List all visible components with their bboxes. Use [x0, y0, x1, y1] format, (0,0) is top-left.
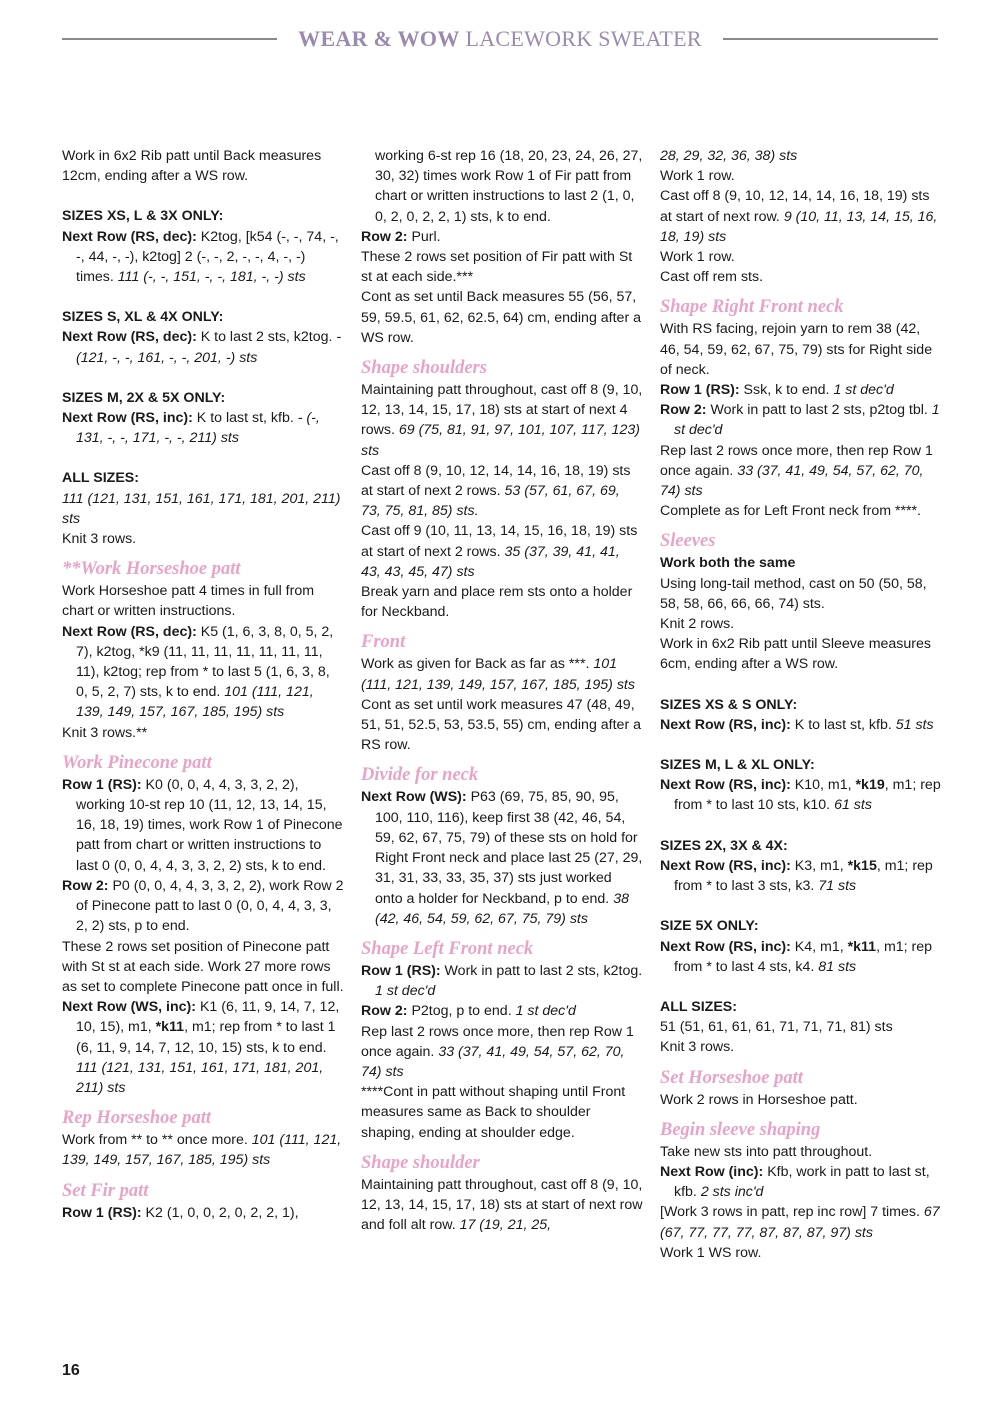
page-header	[62, 24, 938, 54]
paragraph	[660, 1243, 942, 1263]
paragraph	[660, 634, 942, 674]
paragraph	[62, 307, 344, 327]
instruction-row	[660, 715, 942, 735]
paragraph	[361, 1175, 643, 1236]
paragraph	[62, 388, 344, 408]
bold-text: Row 1 (RS):	[361, 962, 445, 979]
bold-text: SIZES S, XL & 4X ONLY:	[62, 309, 224, 326]
text-run: K0 (0, 0, 4, 4, 3, 3, 2, 2), working 10-st rep 10 (11, 12, 13, 14, 15, 16, 18, 19) times, work Row 1 of Pinecone patt from chart or written instructions to last 0 (0, 0, 4, 4, 3, 3, 2, 2) sts, k to end.	[76, 776, 343, 874]
section-heading: Shape shoulder	[361, 1152, 480, 1173]
text-run: Work in patt to last 2 sts, k2tog.	[444, 962, 643, 979]
text-run: Break yarn and place rem sts onto a holder for Neckband.	[361, 584, 633, 621]
bold-text: SIZES M, L & XL ONLY:	[660, 757, 815, 774]
italic-text: 61 sts	[834, 797, 872, 814]
paragraph-spacer	[660, 977, 942, 997]
text-run: Work in 6x2 Rib patt until Sleeve measures 6cm, ending after a WS row.	[660, 636, 932, 673]
instruction-row	[62, 775, 344, 876]
text-run: Cont as set until Back measures 55 (56, 57, 59, 59.5, 61, 62, 62.5, 64) cm, ending after a WS row.	[361, 289, 641, 346]
instruction-row	[660, 856, 942, 896]
italic-text: 71 sts	[818, 878, 857, 895]
italic-text: 101 (111, 121, 139, 149, 157, 167, 185, 195) sts	[76, 684, 314, 721]
text-column-2	[361, 146, 643, 1235]
paragraph	[660, 574, 942, 614]
paragraph	[660, 267, 942, 287]
italic-text: 1 st dec'd	[833, 382, 894, 399]
bold-text: Row 2:	[361, 1003, 412, 1020]
paragraph	[660, 186, 942, 247]
bold-text: Row 1 (RS):	[660, 382, 744, 399]
italic-text: 53 (57, 61, 67, 69, 73, 75, 81, 85) sts.	[361, 483, 620, 520]
text-run: K10, m1,	[794, 777, 856, 794]
text-run: Maintaining patt throughout, cast off 8 (9, 10, 12, 13, 14, 15, 17, 18) sts at start of next row and foll alt row.	[361, 1176, 643, 1234]
paragraph	[361, 227, 643, 247]
paragraph	[660, 755, 942, 775]
paragraph	[62, 937, 344, 998]
paragraph	[660, 695, 942, 715]
section-heading: Set Horseshoe patt	[660, 1067, 803, 1088]
section-heading: Work Pinecone patt	[62, 752, 212, 773]
bold-text: Row 2:	[660, 402, 711, 419]
paragraph-spacer	[660, 735, 942, 755]
text-run: , m1; rep from * to last 3 sts, k3.	[674, 857, 933, 895]
bold-text: Next Row (WS, inc):	[62, 999, 200, 1016]
paragraph-spacer	[660, 675, 942, 695]
text-run: [Work 3 rows in patt, rep inc row] 7 times.	[660, 1204, 924, 1221]
paragraph	[361, 287, 643, 348]
paragraph-spacer	[62, 287, 344, 307]
text-run: K5 (1, 6, 3, 8, 0, 5, 2, 7), k2tog, *k9 (11, 11, 11, 11, 11, 11, 11, 11), k2tog; rep from * to last 5 (1, 6, 3, 8, 0, 5, 2, 7) sts, k to end.	[76, 623, 334, 701]
text-run: These 2 rows set position of Pinecone patt with St st at each side. Work 27 more rows as set to complete Pinecone patt once in full.	[62, 938, 344, 995]
section-heading: Shape Right Front neck	[660, 297, 844, 318]
bold-text: Next Row (RS, inc):	[660, 938, 795, 955]
bold-text: *k11	[155, 1019, 185, 1036]
bold-text: *k19	[855, 777, 885, 794]
bold-text: *k11	[847, 938, 877, 955]
text-run: K2tog, [k54 (-, -, 74, -, -, 44, -, -), k2tog] 2 (-, -, 2, -, -, 4, -, -) times.	[76, 228, 339, 286]
instruction-row	[660, 400, 942, 440]
text-run: K1 (6, 11, 9, 14, 7, 12, 10, 15), m1,	[76, 999, 340, 1036]
section-heading: Shape Left Front neck	[361, 938, 534, 959]
paragraph	[660, 166, 942, 186]
bold-text: Work both the same	[660, 555, 796, 572]
section-heading: **Work Horseshoe patt	[62, 559, 241, 580]
paragraph	[361, 1001, 643, 1021]
italic-text: 28, 29, 32, 36, 38) sts	[660, 148, 798, 164]
bold-text: Next Row (RS, inc):	[62, 410, 197, 427]
paragraph	[62, 581, 344, 621]
bold-text: Next Row (RS, dec):	[62, 228, 201, 245]
italic-text: 1 st dec'd	[375, 983, 436, 1000]
text-run: K4, m1,	[794, 938, 848, 955]
section-heading: Begin sleeve shaping	[660, 1119, 821, 1140]
text-run: 51 (51, 61, 61, 61, 71, 71, 71, 81) sts	[660, 1019, 893, 1036]
text-run: Work Horseshoe patt 4 times in full from chart or written instructions.	[62, 583, 315, 620]
paragraph	[660, 146, 942, 166]
paragraph	[62, 529, 344, 549]
text-run: K to last 2 sts, k2tog.	[200, 329, 337, 346]
instruction-row	[62, 327, 344, 367]
text-run: Rep last 2 rows once more, then rep Row 1 once again.	[660, 442, 933, 479]
paragraph-spacer	[660, 816, 942, 836]
paragraph	[660, 614, 942, 634]
paragraph	[660, 1017, 942, 1037]
text-column-1	[62, 146, 344, 1223]
italic-text: 111 (121, 131, 151, 161, 171, 181, 201, 211) sts	[62, 490, 341, 527]
instruction-row	[62, 876, 344, 937]
text-run: Rep last 2 rows once more, then rep Row 1 once again.	[361, 1023, 634, 1060]
paragraph	[660, 836, 942, 856]
paragraph	[361, 461, 643, 522]
italic-text: 101 (111, 121, 139, 149, 157, 167, 185, 195) sts	[361, 656, 635, 693]
paragraph	[62, 489, 344, 529]
text-run: , m1; rep from * to last 4 sts, k4.	[674, 938, 933, 975]
text-run: Purl.	[411, 228, 441, 245]
italic-text: 81 sts	[818, 958, 857, 975]
paragraph	[361, 380, 643, 461]
italic-text: 51 sts	[895, 716, 934, 733]
bold-text: SIZE 5X ONLY:	[660, 918, 759, 935]
italic-text: 33 (37, 41, 49, 54, 57, 62, 70, 74) sts	[660, 462, 924, 500]
paragraph	[660, 1090, 942, 1110]
instruction-row	[62, 622, 344, 723]
text-run: Kfb, work in patt to last st, kfb.	[674, 1163, 930, 1201]
paragraph	[62, 723, 344, 743]
text-run: Complete as for Left Front neck from ****.	[660, 503, 922, 520]
bold-text: ALL SIZES:	[660, 998, 737, 1015]
text-run: P63 (69, 75, 85, 90, 95, 100, 110, 116), keep first 38 (42, 46, 54, 59, 62, 67, 75, 79) of these sts on hold for Right Front neck and place last 25 (27, 29, 31, 31, 33, 33, 35, 37) sts just worked onto a holder for Neckband, p to end.	[375, 789, 643, 907]
text-run: K to last st, kfb.	[794, 716, 896, 733]
paragraph-spacer	[62, 368, 344, 388]
section-heading: Rep Horseshoe patt	[62, 1108, 212, 1129]
instruction-row	[660, 1162, 942, 1202]
paragraph	[361, 146, 643, 227]
instruction-row	[62, 997, 344, 1098]
paragraph	[660, 247, 942, 267]
text-run: P0 (0, 0, 4, 4, 3, 3, 2, 2), work Row 2 of Pinecone patt to last 0 (0, 0, 4, 4, 3, 3, 2, 2) sts, p to end.	[76, 877, 344, 935]
bold-text: Row 2:	[361, 228, 412, 245]
paragraph	[361, 695, 643, 756]
text-run: P2tog, p to end.	[411, 1003, 516, 1020]
text-run: Knit 3 rows.**	[62, 724, 148, 741]
header-rule-right	[723, 38, 938, 40]
text-run: Work 1 WS row.	[660, 1244, 762, 1261]
section-heading: Divide for neck	[361, 765, 479, 786]
paragraph	[660, 1142, 942, 1162]
italic-text: 2 sts inc'd	[700, 1184, 764, 1201]
paragraph	[62, 1130, 344, 1170]
paragraph	[62, 206, 344, 226]
paragraph	[361, 247, 643, 287]
italic-text: - (121, -, -, 161, -, -, 201, -) sts	[76, 329, 342, 366]
paragraph	[361, 582, 643, 622]
paragraph-spacer	[62, 186, 344, 206]
text-run: Maintaining patt throughout, cast off 8 (9, 10, 12, 13, 14, 15, 17, 18) sts at start of next 4 rows.	[361, 382, 643, 439]
text-run: Work from ** to ** once more.	[62, 1132, 252, 1149]
bold-text: *k15	[847, 857, 877, 874]
text-column-3	[660, 146, 942, 1263]
bold-text: SIZES M, 2X & 5X ONLY:	[62, 389, 226, 406]
text-run: Cast off 9 (10, 11, 13, 14, 15, 16, 18, 19) sts at start of next 2 rows.	[361, 523, 638, 560]
section-heading: Shape shoulders	[361, 358, 487, 379]
bold-text: SIZES XS, L & 3X ONLY:	[62, 208, 224, 225]
instruction-row	[660, 775, 942, 815]
text-run: Using long-tail method, cast on 50 (50, 58, 58, 58, 66, 66, 66, 74) sts.	[660, 575, 927, 612]
paragraph	[62, 146, 344, 186]
italic-text: 1 st dec'd	[674, 402, 940, 439]
section-heading: Set Fir patt	[62, 1180, 149, 1201]
paragraph-spacer	[660, 896, 942, 916]
paragraph	[660, 441, 942, 502]
paragraph	[660, 1037, 942, 1057]
text-run: K to last st, kfb.	[196, 410, 298, 427]
bold-text: Row 1 (RS):	[62, 776, 146, 793]
instruction-row	[361, 961, 643, 1001]
instruction-row	[62, 227, 344, 288]
bold-text: Next Row (RS, dec):	[62, 623, 201, 640]
text-run: Work 1 row.	[660, 168, 735, 185]
paragraph	[361, 654, 643, 694]
paragraph	[660, 1202, 942, 1242]
text-run: Work in patt to last 2 sts, p2tog tbl.	[710, 402, 932, 419]
italic-text: 1 st dec'd	[515, 1003, 576, 1020]
bold-text: Row 2:	[62, 877, 113, 894]
text-run: With RS facing, rejoin yarn to rem 38 (42, 46, 54, 59, 62, 67, 75, 79) sts for Right side of neck.	[660, 321, 933, 378]
bold-text: Next Row (RS, dec):	[62, 329, 201, 346]
paragraph	[660, 501, 942, 521]
paragraph	[660, 380, 942, 400]
bold-text: Next Row (RS, inc):	[660, 857, 795, 874]
text-run: working 6-st rep 16 (18, 20, 23, 24, 26, 27, 30, 32) times work Row 1 of Fir patt from chart or written instructions to last 2 (1, 0, 0, 2, 0, 2, 2, 1) sts, k to end.	[375, 148, 643, 225]
italic-text: 17 (19, 21, 25,	[459, 1217, 552, 1234]
italic-text: 33 (37, 41, 49, 54, 57, 62, 70, 74) sts	[361, 1043, 625, 1080]
paragraph	[660, 553, 942, 573]
paragraph	[361, 1082, 643, 1143]
paragraph	[660, 916, 942, 936]
text-run: Work as given for Back as far as ***.	[361, 656, 594, 673]
italic-text: 111 (-, -, 151, -, -, 181, -, -) sts	[117, 269, 306, 286]
text-run: Work 1 row.	[660, 249, 735, 266]
text-run: ****Cont in patt without shaping until Front measures same as Back to shoulder shaping, ending at shoulder edge.	[361, 1084, 626, 1141]
text-run: , m1; rep from * to last 10 sts, k10.	[674, 777, 941, 814]
section-heading: Front	[361, 632, 406, 653]
title-rest: LACEWORK SWEATER	[465, 26, 702, 51]
paragraph-spacer	[62, 448, 344, 468]
paragraph	[660, 319, 942, 380]
italic-text: 9 (10, 11, 13, 14, 15, 16, 18, 19) sts	[660, 208, 938, 245]
text-run: Ssk, k to end.	[743, 382, 834, 399]
paragraph	[660, 997, 942, 1017]
text-run: Work 2 rows in Horseshoe patt.	[660, 1091, 858, 1108]
text-run: K3, m1,	[794, 857, 848, 874]
italic-text: - (-, 131, -, -, 171, -, -, 211) sts	[76, 410, 320, 447]
section-heading: Sleeves	[660, 531, 716, 552]
italic-text: 101 (111, 121, 139, 149, 157, 167, 185, 195) sts	[62, 1132, 342, 1169]
bold-text: Next Row (RS, inc):	[660, 716, 795, 733]
instruction-row	[62, 408, 344, 448]
text-run: K2 (1, 0, 0, 2, 0, 2, 2, 1),	[145, 1204, 299, 1221]
text-run: Cast off 8 (9, 10, 12, 14, 14, 16, 18, 19) sts at start of next row.	[660, 188, 930, 225]
bold-text: Row 1 (RS):	[62, 1204, 146, 1221]
bold-text: SIZES XS & S ONLY:	[660, 696, 798, 713]
text-run: These 2 rows set position of Fir patt with St st at each side.***	[361, 249, 633, 286]
text-run: Knit 2 rows.	[660, 616, 735, 633]
text-run: Cast off 8 (9, 10, 12, 14, 14, 16, 18, 19) sts at start of next 2 rows.	[361, 462, 631, 500]
instruction-row	[660, 937, 942, 977]
bold-text: ALL SIZES:	[62, 470, 139, 487]
paragraph	[62, 1203, 344, 1223]
paragraph	[361, 1022, 643, 1083]
instruction-row	[361, 787, 643, 928]
italic-text: 38 (42, 46, 54, 59, 62, 67, 75, 79) sts	[375, 890, 629, 927]
title-bold: WEAR & WOW	[298, 26, 460, 51]
bold-text: SIZES 2X, 3X & 4X:	[660, 837, 788, 854]
text-run: Cast off rem sts.	[660, 269, 764, 286]
text-run: Cont as set until work measures 47 (48, 49, 51, 51, 52.5, 53, 53.5, 55) cm, ending after a RS row.	[361, 696, 641, 754]
bold-text: Next Row (WS):	[361, 789, 471, 806]
bold-text: Next Row (RS, inc):	[660, 777, 795, 794]
italic-text: 111 (121, 131, 151, 161, 171, 181, 201, 211) sts	[76, 1059, 324, 1096]
text-run: Work in 6x2 Rib patt until Back measures 12cm, ending after a WS row.	[62, 148, 322, 185]
text-run: Knit 3 rows.	[660, 1039, 735, 1056]
text-run: Take new sts into patt throughout.	[660, 1143, 873, 1160]
italic-text: 35 (37, 39, 41, 41, 43, 43, 45, 47) sts	[361, 543, 620, 580]
italic-text: 69 (75, 81, 91, 97, 101, 107, 117, 123) sts	[361, 422, 640, 459]
paragraph	[62, 468, 344, 488]
text-run: Knit 3 rows.	[62, 531, 137, 548]
bold-text: Next Row (inc):	[660, 1163, 768, 1180]
text-run: , m1; rep from * to last 1 (6, 11, 9, 14, 7, 12, 10, 15) sts, k to end.	[76, 1019, 336, 1056]
page-number: 16	[62, 1362, 80, 1379]
italic-text: 67 (67, 77, 77, 77, 87, 87, 87, 97) sts	[660, 1204, 940, 1241]
paragraph	[361, 521, 643, 582]
